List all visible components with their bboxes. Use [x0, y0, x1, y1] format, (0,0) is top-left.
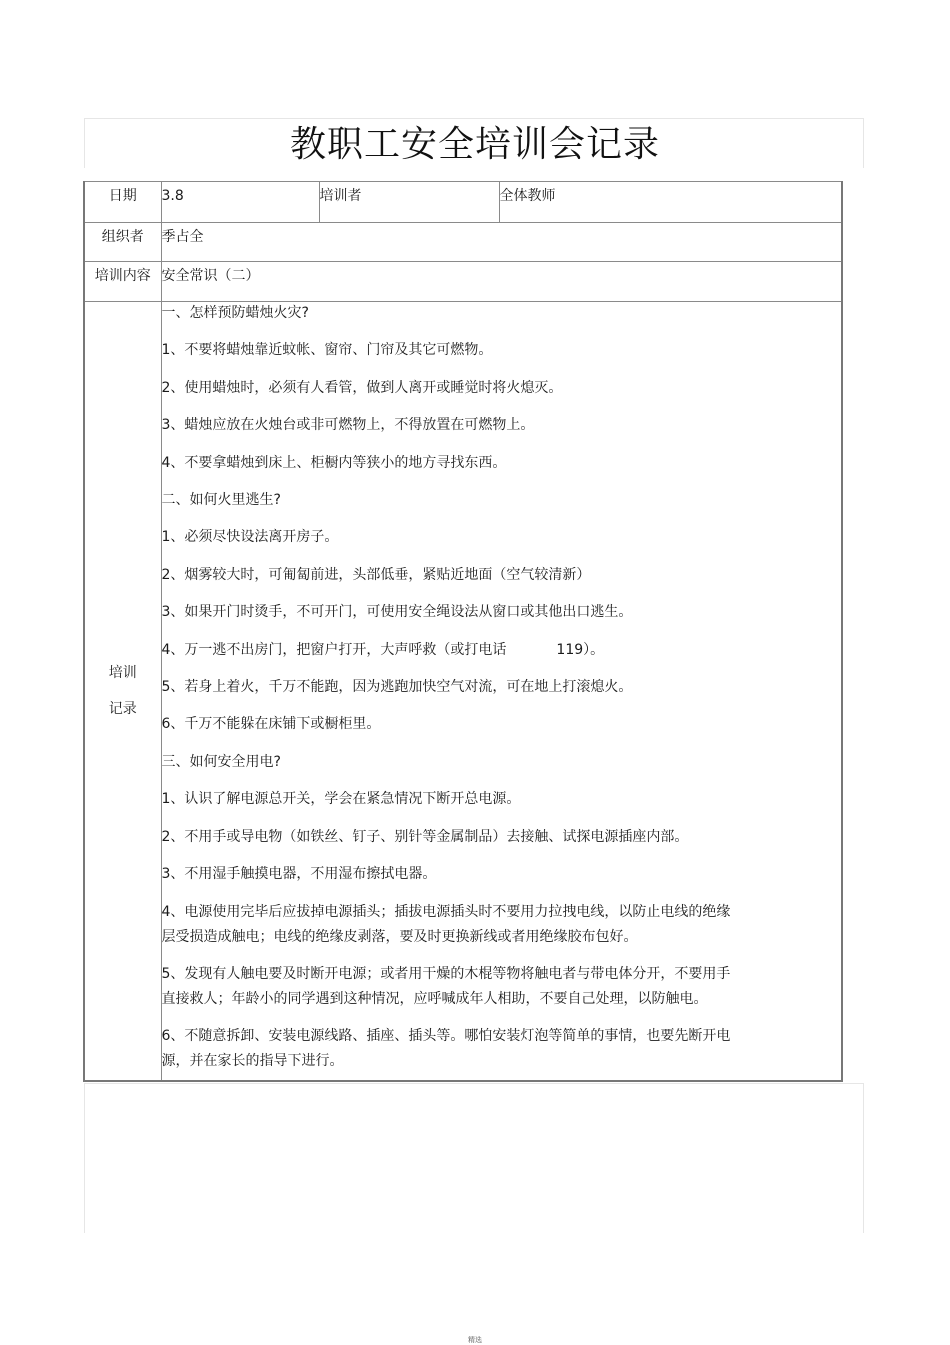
record-paragraph-line: 5、发现有人触电要及时断开电源；或者用干燥的木棍等物将触电者与带电体分开，不要用手 — [161, 965, 731, 982]
record-line: 3、不用湿手触摸电器，不用湿布擦拭电器。 — [161, 866, 437, 883]
record-label-line2: 记录 — [108, 701, 137, 717]
date-value: 3.8 — [161, 182, 319, 223]
date-label: 日期 — [84, 182, 161, 223]
record-label — [84, 302, 161, 1082]
organizer-value: 季占全 — [161, 223, 842, 262]
organizer-label: 组织者 — [84, 223, 161, 262]
page-footer: 精选 — [468, 1336, 482, 1344]
record-line: 3、蜡烛应放在火烛台或非可燃物上，不得放置在可燃物上。 — [161, 417, 535, 434]
table-row-organizer — [84, 223, 842, 262]
content-value: 安全常识（二） — [161, 262, 842, 302]
record-paragraph-line: 6、不随意拆卸、安装电源线路、插座、插头等。哪怕安装灯泡等简单的事情，也要先断开电 — [161, 1027, 731, 1044]
trainer-label: 培训者 — [319, 182, 499, 223]
record-line: 一、怎样预防蜡烛火灾? — [161, 305, 309, 321]
record-line: 2、烟雾较大时，可匍匐前进，头部低垂，紧贴近地面（空气较清新） — [161, 566, 591, 583]
record-line: 二、如何火里逃生? — [161, 492, 281, 509]
record-line: 三、如何安全用电? — [161, 753, 281, 770]
record-line: 6、千万不能躲在床铺下或橱柜里。 — [161, 716, 381, 733]
record-line-tail: 119）。 — [556, 641, 605, 658]
record-line: 3、如果开门时烫手，不可开门，可使用安全绳设法从窗口或其他出口逃生。 — [161, 604, 633, 621]
record-label-line1: 培训 — [108, 665, 137, 681]
content-label: 培训内容 — [84, 262, 161, 302]
record-line: 4、不要拿蜡烛到床上、柜橱内等狭小的地方寻找东西。 — [161, 454, 507, 471]
record-line: 2、不用手或导电物（如铁丝、钉子、别针等金属制品）去接触、试探电源插座内部。 — [161, 828, 689, 845]
record-line: 1、不要将蜡烛靠近蚊帐、窗帘、门帘及其它可燃物。 — [161, 342, 493, 359]
trainer-value: 全体教师 — [499, 182, 842, 223]
record-line: 2、使用蜡烛时，必须有人看管，做到人离开或睡觉时将火熄灭。 — [161, 379, 563, 396]
record-table — [83, 181, 843, 1082]
record-line — [162, 632, 842, 669]
record-paragraph-line: 层受损造成触电；电线的绝缘皮剥落，要及时更换新线或者用绝缘胶布包好。 — [161, 928, 638, 945]
page-title: 教职工安全培训会记录 — [289, 124, 660, 165]
record-line: 1、必须尽快设法离开房子。 — [161, 529, 339, 546]
table-row-date — [84, 182, 842, 223]
record-line: 1、认识了解电源总开关，学会在紧急情况下断开总电源。 — [161, 791, 521, 808]
record-line-text: 4、万一逃不出房门，把窗户打开，大声呼救（或打电话 — [161, 641, 507, 658]
table-row-record — [84, 302, 842, 1082]
record-content — [161, 302, 842, 1082]
page-frame-bottom — [84, 1083, 864, 1233]
record-paragraph-line: 4、电源使用完毕后应拔掉电源插头；插拔电源插头时不要用力拉拽电线，以防止电线的绝缘 — [161, 903, 731, 920]
record-paragraph-line: 直接救人；年龄小的同学遇到这种情况，应呼喊成年人相助，不要自己处理，以防触电。 — [161, 990, 708, 1007]
record-line: 5、若身上着火，千万不能跑，因为逃跑加快空气对流，可在地上打滚熄火。 — [161, 679, 633, 696]
record-paragraph-line: 源，并在家长的指导下进行。 — [161, 1052, 344, 1069]
